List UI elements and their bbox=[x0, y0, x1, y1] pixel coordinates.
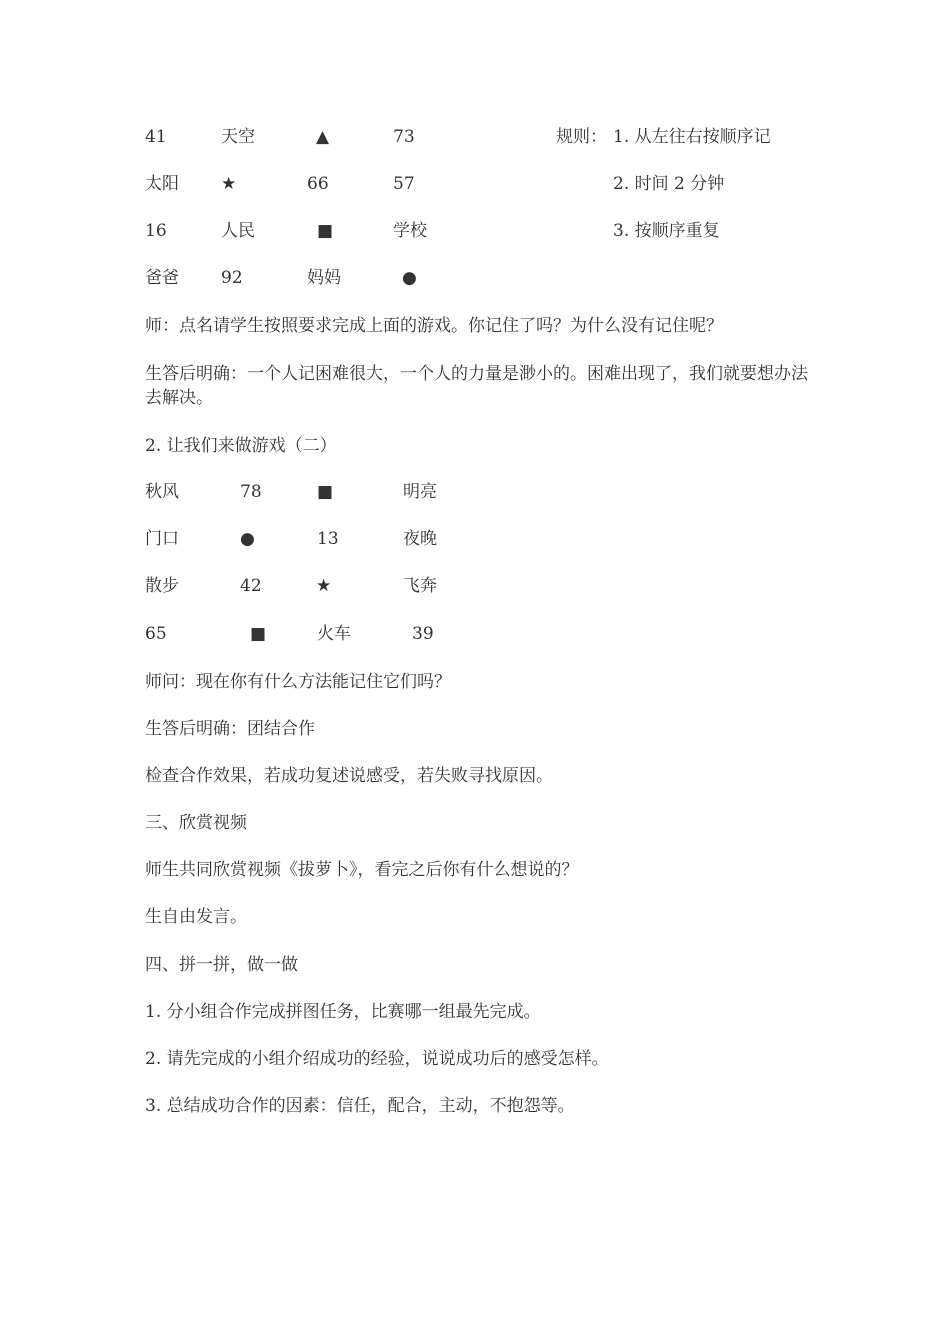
game1-cell: 16 bbox=[145, 221, 167, 241]
square-icon: ■ bbox=[250, 624, 267, 644]
game2-cell: 78 bbox=[240, 482, 262, 502]
game1-cell: 妈妈 bbox=[307, 268, 341, 288]
game2-cell: 39 bbox=[412, 624, 434, 644]
rule-item: 1. 从左往右按顺序记 bbox=[613, 127, 771, 147]
section-heading-puzzle: 四、拼一拼，做一做 bbox=[145, 955, 298, 975]
game2-cell: 明亮 bbox=[403, 482, 437, 502]
game2-cell: 夜晚 bbox=[403, 529, 437, 549]
list-item: 3. 总结成功合作的因素：信任，配合，主动，不抱怨等。 bbox=[145, 1096, 575, 1116]
game1-cell: 66 bbox=[307, 174, 329, 194]
game1-cell: 爸爸 bbox=[145, 268, 179, 288]
rule-item: 2. 时间 2 分钟 bbox=[613, 174, 725, 194]
list-item: 2. 请先完成的小组介绍成功的经验，说说成功后的感受怎样。 bbox=[145, 1049, 609, 1069]
game2-cell: 秋风 bbox=[145, 482, 179, 502]
paragraph-check-effect: 检查合作效果，若成功复述说感受，若失败寻找原因。 bbox=[145, 766, 553, 786]
game1-cell: 天空 bbox=[221, 127, 255, 147]
game1-cell: 73 bbox=[393, 127, 415, 147]
game1-cell: 人民 bbox=[221, 221, 255, 241]
game2-cell: 13 bbox=[317, 529, 339, 549]
square-icon: ■ bbox=[317, 482, 334, 502]
section-heading-video: 三、欣赏视频 bbox=[145, 813, 247, 833]
star-icon: ★ bbox=[316, 576, 332, 596]
list-item: 1. 分小组合作完成拼图任务，比赛哪一组最先完成。 bbox=[145, 1002, 541, 1022]
paragraph-free-speech: 生自由发言。 bbox=[145, 907, 247, 927]
paragraph-game2-heading: 2. 让我们来做游戏（二） bbox=[145, 436, 337, 456]
paragraph-answer-teamwork: 生答后明确：团结合作 bbox=[145, 719, 315, 739]
game2-cell: 飞奔 bbox=[403, 576, 437, 596]
circle-icon: ● bbox=[402, 268, 417, 288]
paragraph-teacher-question: 师：点名请学生按照要求完成上面的游戏。你记住了吗？为什么没有记住呢？ bbox=[145, 316, 723, 336]
game1-cell: 太阳 bbox=[145, 174, 179, 194]
game1-cell: 学校 bbox=[393, 221, 427, 241]
game2-cell: 65 bbox=[145, 624, 167, 644]
paragraph-watch-video: 师生共同欣赏视频《拔萝卜》，看完之后你有什么想说的？ bbox=[145, 860, 579, 880]
rules-label: 规则： bbox=[556, 127, 607, 147]
game1-cell: 41 bbox=[145, 127, 167, 147]
circle-icon: ● bbox=[240, 529, 255, 549]
rule-item: 3. 按顺序重复 bbox=[613, 221, 720, 241]
paragraph-teacher-ask: 师问：现在你有什么方法能记住它们吗？ bbox=[145, 672, 451, 692]
triangle-icon: ▲ bbox=[316, 127, 330, 147]
star-icon: ★ bbox=[221, 174, 237, 194]
game2-cell: 42 bbox=[240, 576, 262, 596]
game2-cell: 散步 bbox=[145, 576, 179, 596]
paragraph-student-answer: 生答后明确：一个人记困难很大，一个人的力量是渺小的。困难出现了，我们就要想办法去解决。 bbox=[145, 364, 808, 408]
game1-cell: 57 bbox=[393, 174, 415, 194]
game2-cell: 火车 bbox=[317, 624, 351, 644]
game2-cell: 门口 bbox=[145, 529, 179, 549]
square-icon: ■ bbox=[317, 221, 334, 241]
game1-cell: 92 bbox=[221, 268, 243, 288]
